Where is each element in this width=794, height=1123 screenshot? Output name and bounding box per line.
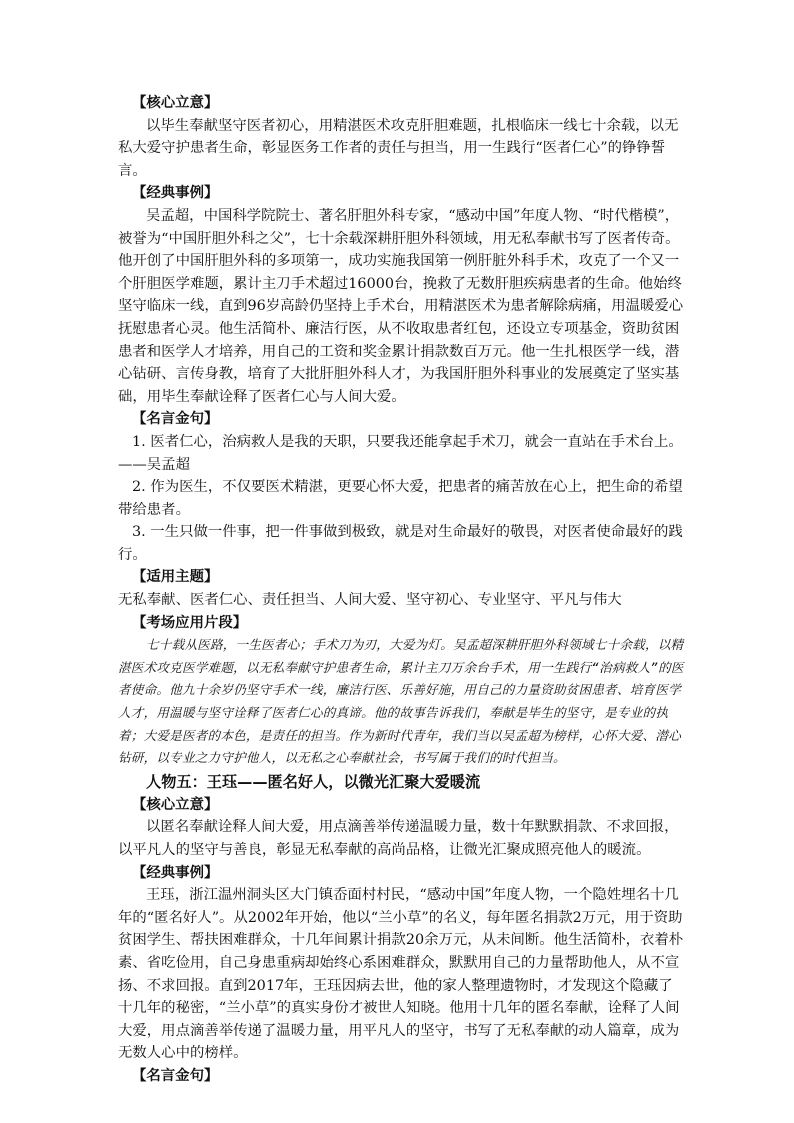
- quote-item-2: 2. 作为医生，不仅要医术精湛，更要心怀大爱，把患者的痛苦放在心上，把生命的希望带给患者。: [118, 479, 683, 518]
- classic-case-text-2: 王珏，浙江温州洞头区大门镇岙面村村民，“感动中国”年度人物，一个隐姓埋名十几年的“匿名好人”。从2002年开始，他以“兰小草”的名义，每年匿名捐款2万元，用于资助贫困学生、帮扶困难群众，十几年间累计捐款20余万元，从未间断。他生活简朴，衣着朴素、省吃俭用，自己身患重病却始终心系困难群众，默默用自己的力量帮助他人，从不宣扬、不求回报。直到2017年，王珏因病去世，他的家人整理遗物时，才发现这个隐藏了十几年的秘密，“兰小草”的真实身份才被世人知晓。他用十几年的匿名奉献，诠释了人间大爱，用点滴善举传递了温暖力量，用平凡人的坚守，书写了无私奉献的动人篇章，成为无数人心中的榜样。: [118, 887, 684, 1062]
- exam-application-heading: 【考场应用片段】: [132, 613, 248, 631]
- exam-application-text: 七十载从医路，一生医者心；手术刀为刃，大爱为灯。吴孟超深耕肝胆外科领域七十余载，以精湛医术攻克医学难题，以无私奉献守护患者生命，累计主刀万余台手术，用一生践行“治病救人”的医者使命。他九十余岁仍坚守手术一线，廉洁行医、乐善好施，用自己的力量资助贫困患者、培育医学人才，用温暖与坚守诠释了医者仁心的真谛。他的故事告诉我们，奉献是毕生的坚守，是专业的执着；大爱是医者的本色，是责任的担当。作为新时代青年，我们当以吴孟超为榜样，心怀大爱、潜心钻研，以专业之力守护他人，以无私之心奉献社会，书写属于我们的时代担当。: [118, 637, 684, 766]
- core-idea-text: 以毕生奉献坚守医者初心，用精湛医术攻克肝胆难题，扎根临床一线七十余载，以无私大爱守护患者生命，彰显医务工作者的责任与担当，用一生践行“医者仁心”的铮铮誓言。: [118, 117, 679, 179]
- quote-item-3: 3. 一生只做一件事，把一件事做到极致，就是对生命最好的敬畏，对医者使命最好的践行。: [118, 524, 683, 563]
- core-idea-heading: 【核心立意】: [132, 94, 219, 111]
- quote-item-1: 1. 医者仁心，治病救人是我的天职，只要我还能拿起手术刀，就会一直站在手术台上。——吴孟超: [118, 433, 683, 473]
- themes-text: 无私奉献、医者仁心、责任担当、人间大爱、坚守初心、专业坚守、平凡与伟大: [118, 592, 622, 609]
- core-idea-heading-2: 【核心立意】: [132, 795, 219, 813]
- core-idea-text-2: 以匿名奉献诠释人间大爱，用点滴善举传递温暖力量，数十年默默捐款、不求回报，以平凡人的坚守与善良，彰显无私奉献的高尚品格，让微光汇聚成照亮他人的暖流。: [118, 819, 679, 858]
- classic-case-text: 吴孟超，中国科学院院士、著名肝胆外科专家，“感动中国”年度人物、“时代楷模”，被誉为“中国肝胆外科之父”，七十余载深耕肝胆外科领域，用无私奉献书写了医者传奇。他开创了中国肝胆外科的多项第一，成功实施我国第一例肝脏外科手术，攻克了一个又一个肝胆医学难题，累计主刀手术超过16000台，挽救了无数肝胆疾病患者的生命。他始终坚守临床一线，直到96岁高龄仍坚持上手术台，用精湛医术为患者解除病痛，用温暖爱心抚慰患者心灵。他生活简朴、廉洁行医，从不收取患者红包，还设立专项基金，资助贫困患者和医学人才培养，用自己的工资和奖金累计捐款数百万元。他一生扎根医学一线，潜心钻研、言传身教，培育了大批肝胆外科人才，为我国肝胆外科事业的发展奠定了坚实基础，用毕生奉献诠释了医者仁心与人间大爱。: [118, 207, 684, 405]
- classic-case-heading: 【经典事例】: [132, 184, 219, 202]
- themes-heading: 【适用主题】: [132, 568, 219, 586]
- quotes-heading: 【名言金句】: [132, 410, 219, 428]
- section-title-person-five: 人物五：王珏——匿名好人，以微光汇聚大爱暖流: [146, 772, 481, 791]
- classic-case-heading-2: 【经典事例】: [132, 863, 219, 881]
- document-page: [118, 92, 684, 1088]
- quotes-heading-2: 【名言金句】: [132, 1066, 219, 1084]
